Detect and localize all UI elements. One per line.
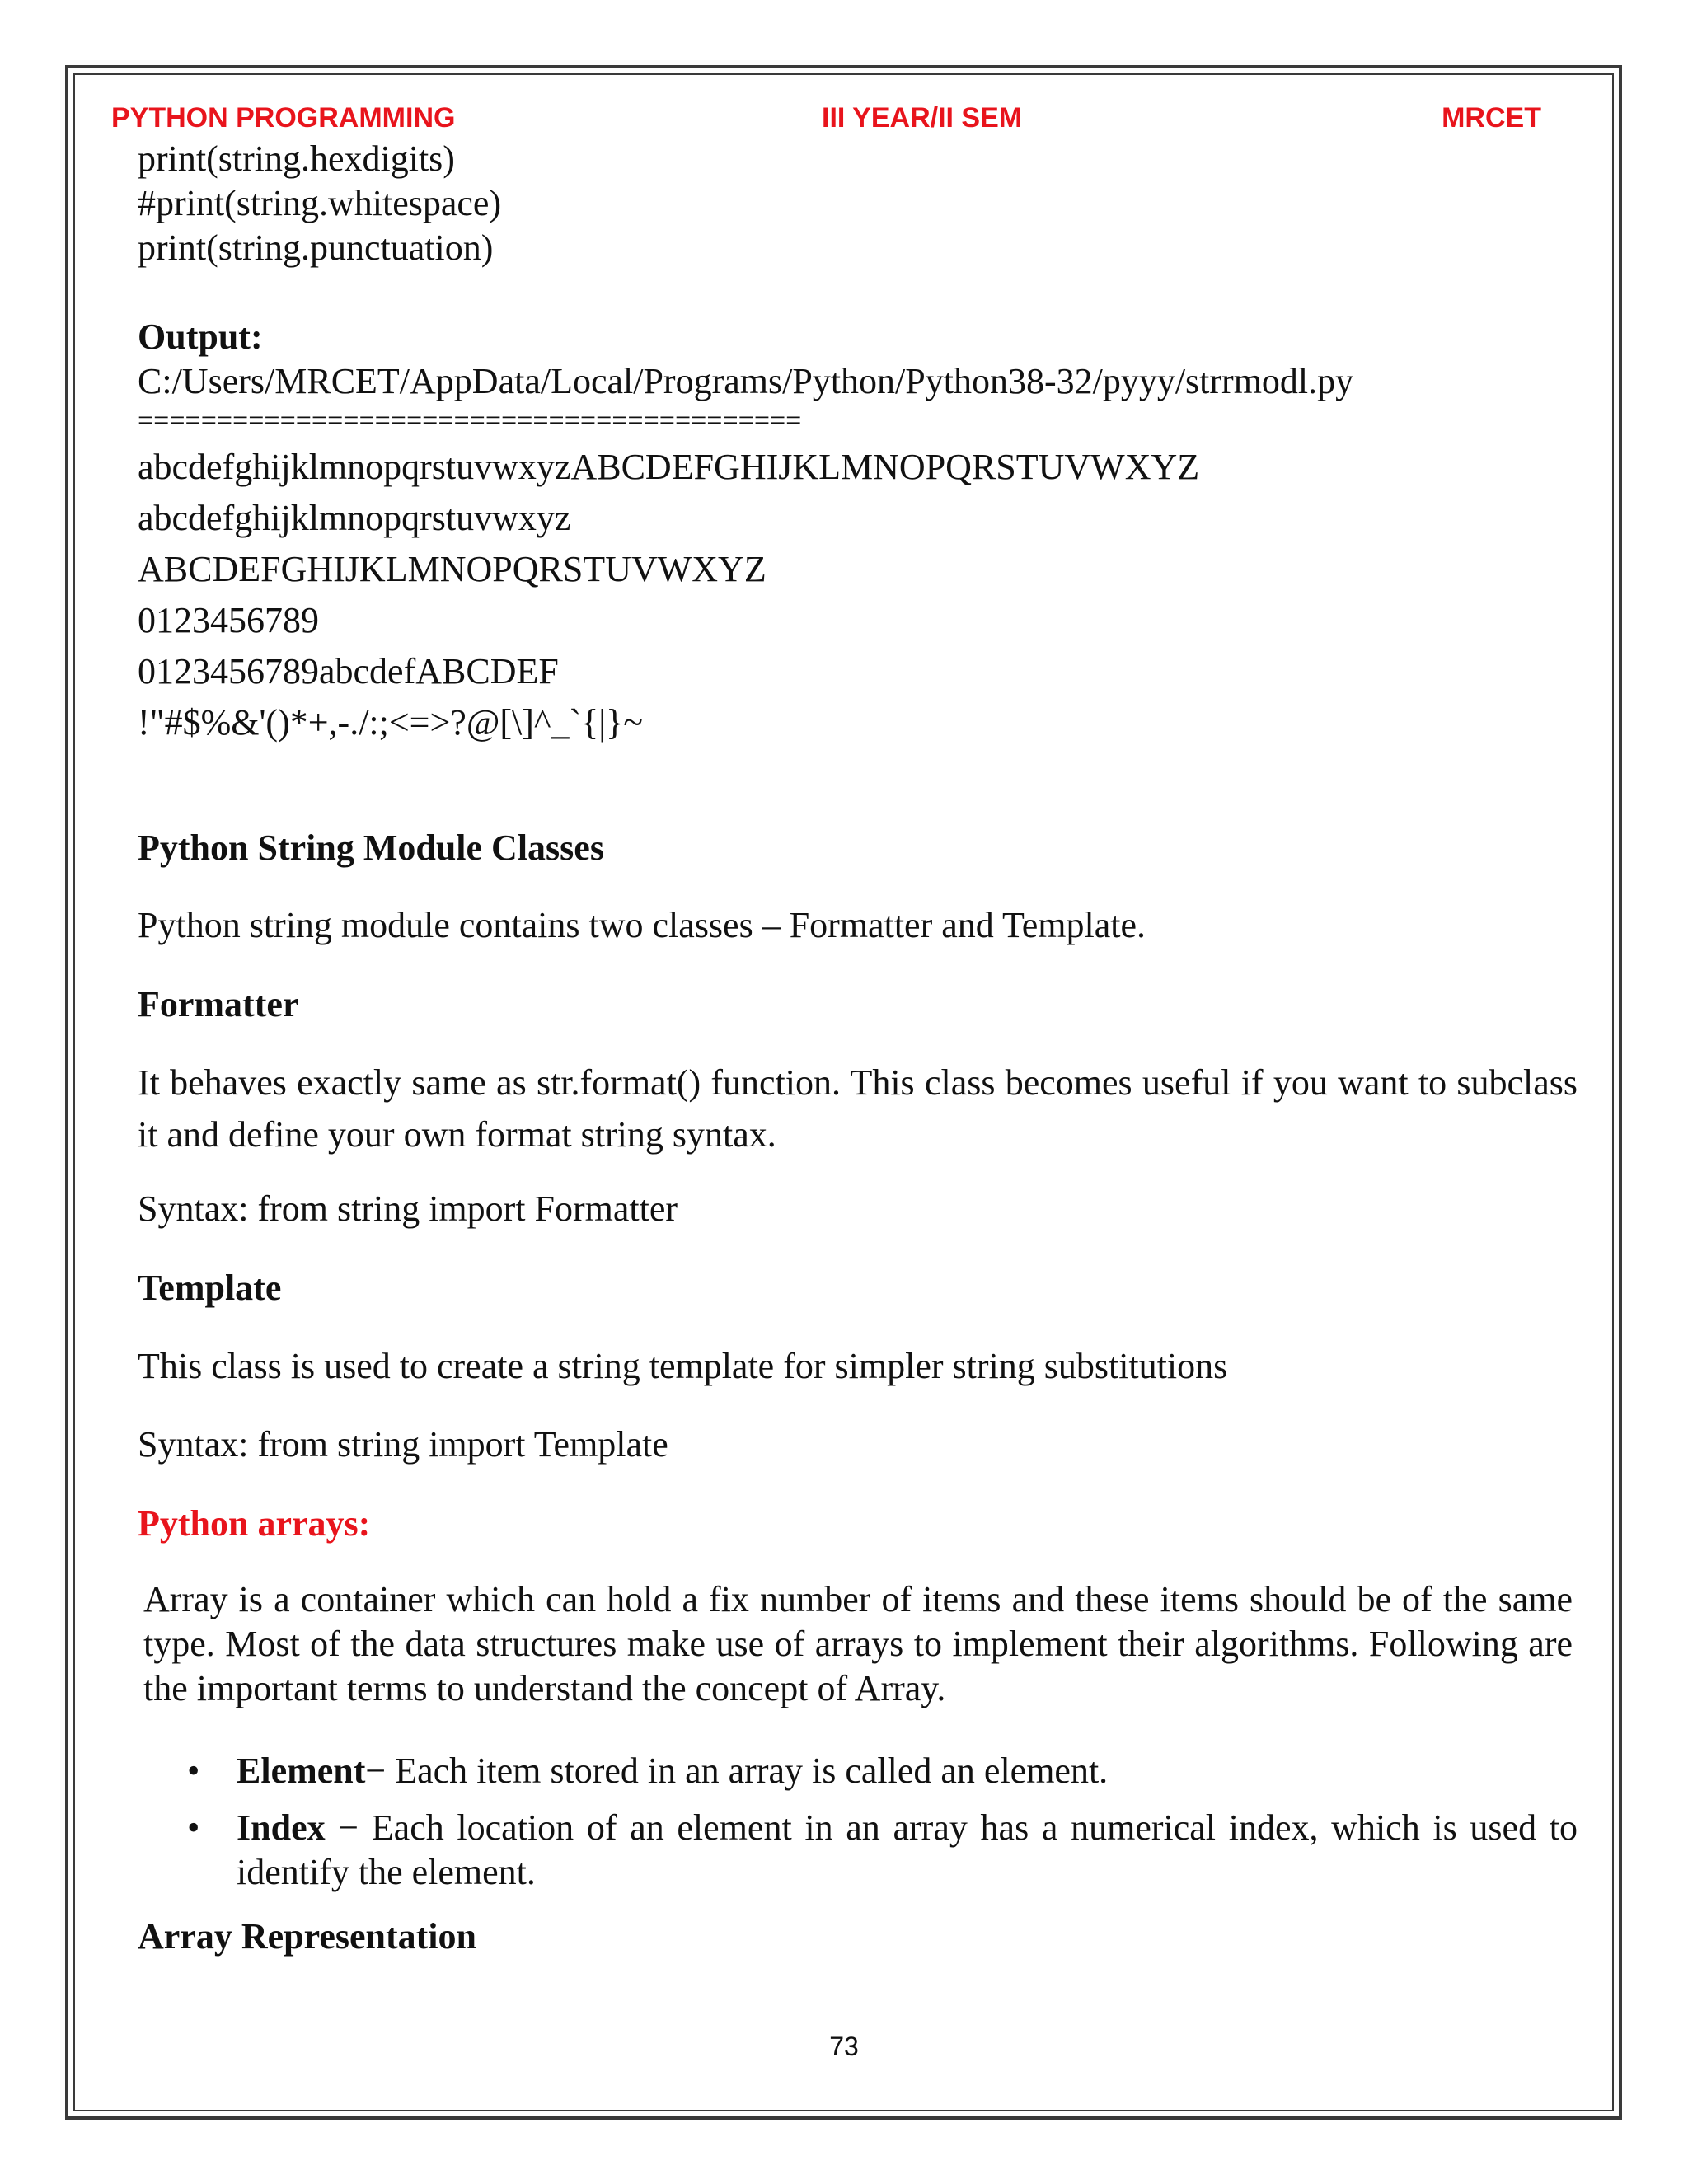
arrays-intro: Array is a container which can hold a fix number of items and these items should be of the same type. Most of the data structures make use of arrays to implement their algorithms. Following are the important terms to understand the concept of Array. [143,1579,1573,1708]
heading-python-arrays: Python arrays: [138,1503,371,1544]
output-path: C:/Users/MRCET/AppData/Local/Programs/Python/Python38-32/pyyy/strrmodl.py [138,361,1354,401]
term-index: Index [237,1807,326,1848]
formatter-description: It behaves exactly same as str.format() function. This class becomes useful if you want to subclass it and define your own format string syntax. [138,1062,1578,1155]
code-line: print(string.punctuation) [138,227,494,268]
output-line: abcdefghijklmnopqrstuvwxyzABCDEFGHIJKLMNOPQRSTUVWXYZ [138,447,1200,487]
output-line: 0123456789abcdefABCDEF [138,651,559,691]
output-label: Output: [138,316,263,357]
output-line: !"#$%&'()*+,-./:;<=>?@[\]^_`{|}~ [138,702,644,743]
term-element-definition: − Each item stored in an array is called an element. [365,1750,1109,1791]
term-index-definition: − Each location of an element in an array has a numerical index, which is used to identify the element. [237,1807,1578,1892]
header-institution: MRCET [1442,102,1541,134]
formatter-syntax: Syntax: from string import Formatter [138,1188,678,1229]
heading-template: Template [138,1268,282,1308]
code-line: #print(string.whitespace) [138,183,502,223]
heading-array-representation: Array Representation [138,1916,476,1957]
heading-formatter: Formatter [138,984,299,1024]
header-course-title: PYTHON PROGRAMMING [111,102,456,134]
page-number: 73 [829,2032,859,2061]
header-year-semester: III YEAR/II SEM [822,102,1023,134]
array-terms-list [138,1749,1578,1895]
bullet-icon: • [187,1807,200,1848]
code-line: print(string.hexdigits) [138,138,455,179]
output-line: abcdefghijklmnopqrstuvwxyz [138,498,571,538]
template-description: This class is used to create a string template for simpler string substitutions [138,1346,1228,1386]
page-header [111,102,1541,138]
list-item [138,1806,1578,1895]
bullet-icon: • [187,1750,200,1791]
section-heading-classes: Python String Module Classes [138,827,604,868]
page-content [138,137,1578,1959]
output-block [138,315,1578,748]
classes-intro: Python string module contains two classes – Formatter and Template. [138,905,1146,945]
output-line: 0123456789 [138,600,319,640]
output-separator: ========================================== [138,405,802,436]
list-item [138,1749,1578,1793]
term-element: Element [237,1750,366,1791]
code-snippet [138,137,1578,270]
output-line: ABCDEFGHIJKLMNOPQRSTUVWXYZ [138,549,767,589]
template-syntax: Syntax: from string import Template [138,1424,668,1465]
